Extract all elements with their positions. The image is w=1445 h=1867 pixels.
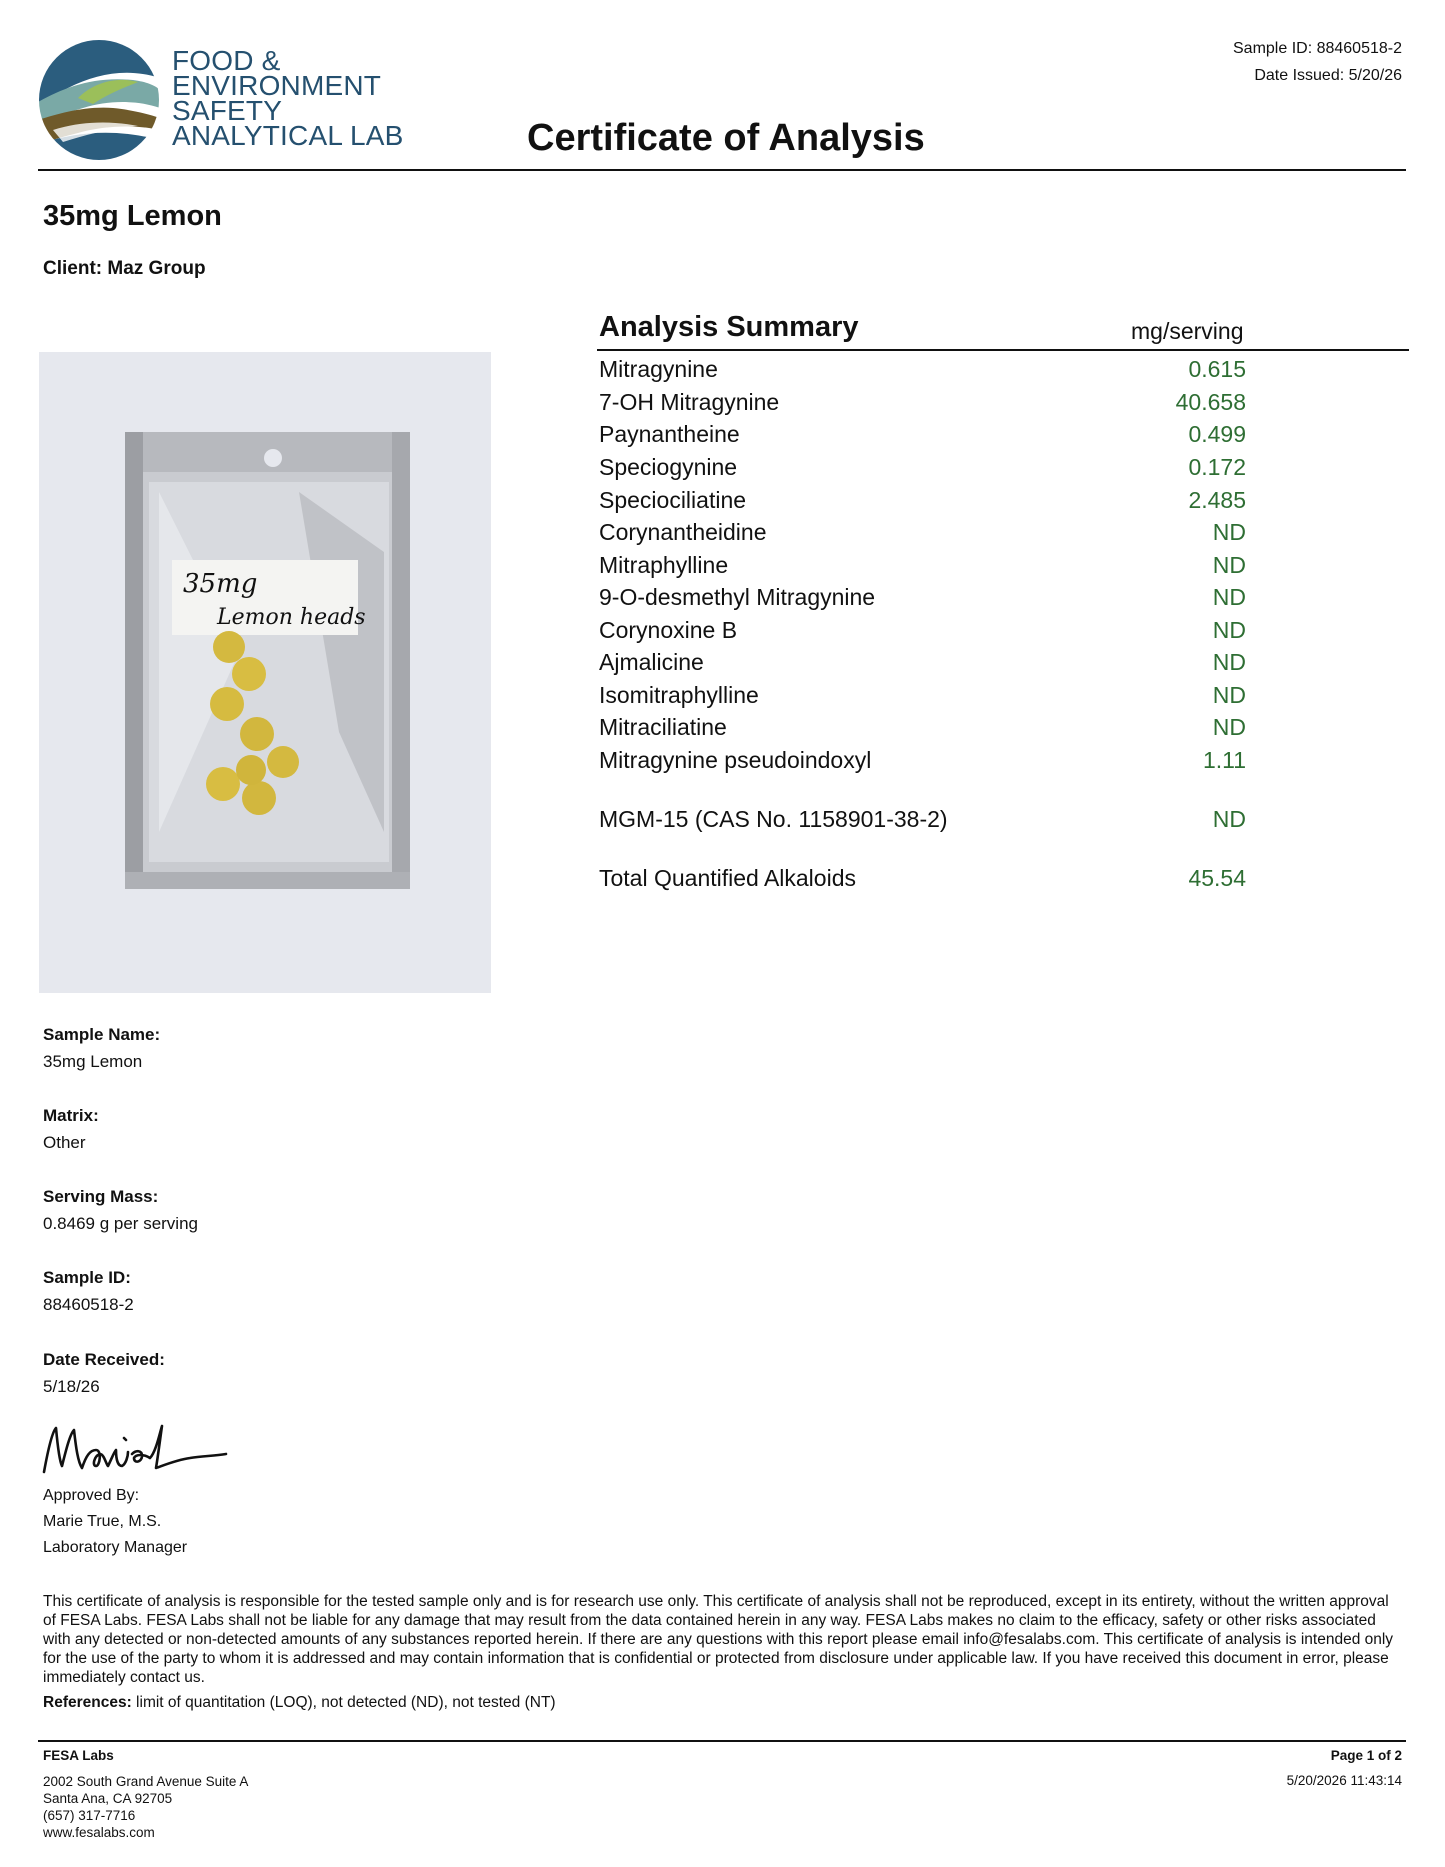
compound-name: Ajmalicine: [599, 649, 704, 675]
compound-name: Mitraphylline: [599, 552, 729, 578]
address-line: www.fesalabs.com: [43, 1825, 155, 1840]
compound-name: Corynoxine B: [599, 617, 738, 643]
compound-value: ND: [1212, 649, 1246, 675]
signature: [40, 1420, 230, 1480]
header-divider: [38, 169, 1406, 171]
analysis-row: [599, 451, 1246, 483]
analysis-row: [599, 711, 1246, 743]
analysis-row: [599, 516, 1246, 548]
compound-value: ND: [1212, 584, 1246, 610]
compound-name: Paynantheine: [599, 421, 740, 447]
compound-name: Mitragynine pseudoindoxyl: [599, 747, 872, 773]
references-label: References:: [43, 1694, 132, 1711]
compound-value: 0.499: [1188, 421, 1246, 447]
lab-name-line: ANALYTICAL LAB: [172, 120, 404, 151]
analysis-row: [599, 581, 1246, 613]
lab-logo: [38, 38, 160, 162]
document-title: Certificate of Analysis: [527, 117, 925, 159]
footer-address: [43, 1773, 248, 1841]
address-line: (657) 317-7716: [43, 1808, 136, 1823]
compound-value: 2.485: [1188, 487, 1246, 513]
compound-value: ND: [1212, 806, 1246, 832]
serving-mass-label: Serving Mass:: [43, 1187, 159, 1206]
references: [43, 1694, 556, 1712]
product-title: 35mg Lemon: [43, 200, 222, 232]
compound-value: 40.658: [1175, 389, 1246, 415]
serving-mass-value: 0.8469 g per serving: [43, 1214, 198, 1233]
compound-value: ND: [1212, 552, 1246, 578]
analysis-row-total: [599, 862, 1246, 894]
footer-divider: [38, 1740, 1406, 1742]
analysis-unit: mg/serving: [1131, 318, 1244, 344]
analysis-row: [599, 679, 1246, 711]
analysis-row: [599, 744, 1246, 776]
compound-name: MGM-15 (CAS No. 1158901-38-2): [599, 806, 948, 832]
photo-label-line1: 35mg: [183, 569, 258, 599]
analysis-row: [599, 484, 1246, 516]
sample-name-label: Sample Name:: [43, 1025, 161, 1044]
analysis-row: [599, 614, 1246, 646]
product-photo: [39, 352, 491, 993]
page-number: Page 1 of 2: [1330, 1748, 1402, 1763]
total-name: Total Quantified Alkaloids: [599, 865, 856, 891]
lab-name-line: FOOD &: [172, 45, 281, 76]
sample-id-label: Sample ID:: [43, 1268, 131, 1287]
compound-value: ND: [1212, 617, 1246, 643]
compound-value: 1.11: [1202, 747, 1246, 773]
compound-value: ND: [1212, 519, 1246, 545]
footer-timestamp: 5/20/2026 11:43:14: [1286, 1773, 1402, 1788]
compound-name: Mitragynine: [599, 356, 718, 382]
analysis-row: [599, 549, 1246, 581]
compound-name: 9-O-desmethyl Mitragynine: [599, 584, 876, 610]
compound-value: ND: [1212, 714, 1246, 740]
address-line: 2002 South Grand Avenue Suite A: [43, 1774, 249, 1789]
compound-value: ND: [1212, 682, 1246, 708]
analysis-row: [599, 418, 1246, 450]
matrix-value: Other: [43, 1133, 86, 1152]
header-sample-id: Sample ID: 88460518-2: [1233, 40, 1402, 57]
compound-name: Corynantheidine: [599, 519, 767, 545]
compound-name: Isomitraphylline: [599, 682, 759, 708]
header-date-issued: Date Issued: 5/20/26: [1254, 67, 1402, 84]
disclaimer-text: This certificate of analysis is responsible for the tested sample only and is for research use only. This certificate of analysis shall not be reproduced, except in its entirety, without the written approval of FESA Labs. FESA Labs shall not be liable for any damage that may result from the data contained herein in any way. FESA Labs makes no claim to the efficacy, safety or other risks associated with any detected or non-detected amounts of any substances reported herein. If there are any questions with this report please email info@fesalabs.com. This certificate of analysis is intended only for the use of the party to whom it is addressed and may contain information that is confidential or protected from disclosure under applicable law. If you have received this document in error, please immediately contact us.: [43, 1593, 1394, 1686]
compound-value: 0.615: [1188, 356, 1246, 382]
approver-title: Laboratory Manager: [43, 1539, 188, 1556]
compound-value: 0.172: [1188, 454, 1246, 480]
lab-name: [172, 45, 404, 151]
analysis-row: [599, 353, 1246, 385]
address-line: Santa Ana, CA 92705: [43, 1791, 173, 1806]
footer-company: FESA Labs: [43, 1748, 114, 1763]
references-text: limit of quantitation (LOQ), not detected (ND), not tested (NT): [131, 1694, 556, 1711]
client-name: Client: Maz Group: [43, 258, 206, 279]
compound-name: 7-OH Mitragynine: [599, 389, 780, 415]
approved-by-label: Approved By:: [43, 1487, 140, 1504]
photo-label-line2: Lemon heads: [217, 605, 366, 630]
analysis-row: [599, 646, 1246, 678]
lab-name-line: SAFETY: [172, 95, 283, 126]
total-value: 45.54: [1188, 865, 1246, 891]
analysis-divider: [597, 349, 1409, 351]
analysis-row-mgm15: [599, 803, 1246, 835]
sample-name-value: 35mg Lemon: [43, 1052, 143, 1071]
matrix-label: Matrix:: [43, 1106, 99, 1125]
date-received-label: Date Received:: [43, 1350, 165, 1369]
analysis-row: [599, 386, 1246, 418]
compound-name: Mitraciliatine: [599, 714, 727, 740]
date-received-value: 5/18/26: [43, 1377, 100, 1396]
compound-name: Speciogynine: [599, 454, 738, 480]
sample-id-value: 88460518-2: [43, 1295, 134, 1314]
analysis-title: Analysis Summary: [599, 311, 859, 343]
compound-name: Speciociliatine: [599, 487, 747, 513]
approver-name: Marie True, M.S.: [43, 1513, 162, 1530]
lab-name-line: ENVIRONMENT: [172, 70, 382, 101]
